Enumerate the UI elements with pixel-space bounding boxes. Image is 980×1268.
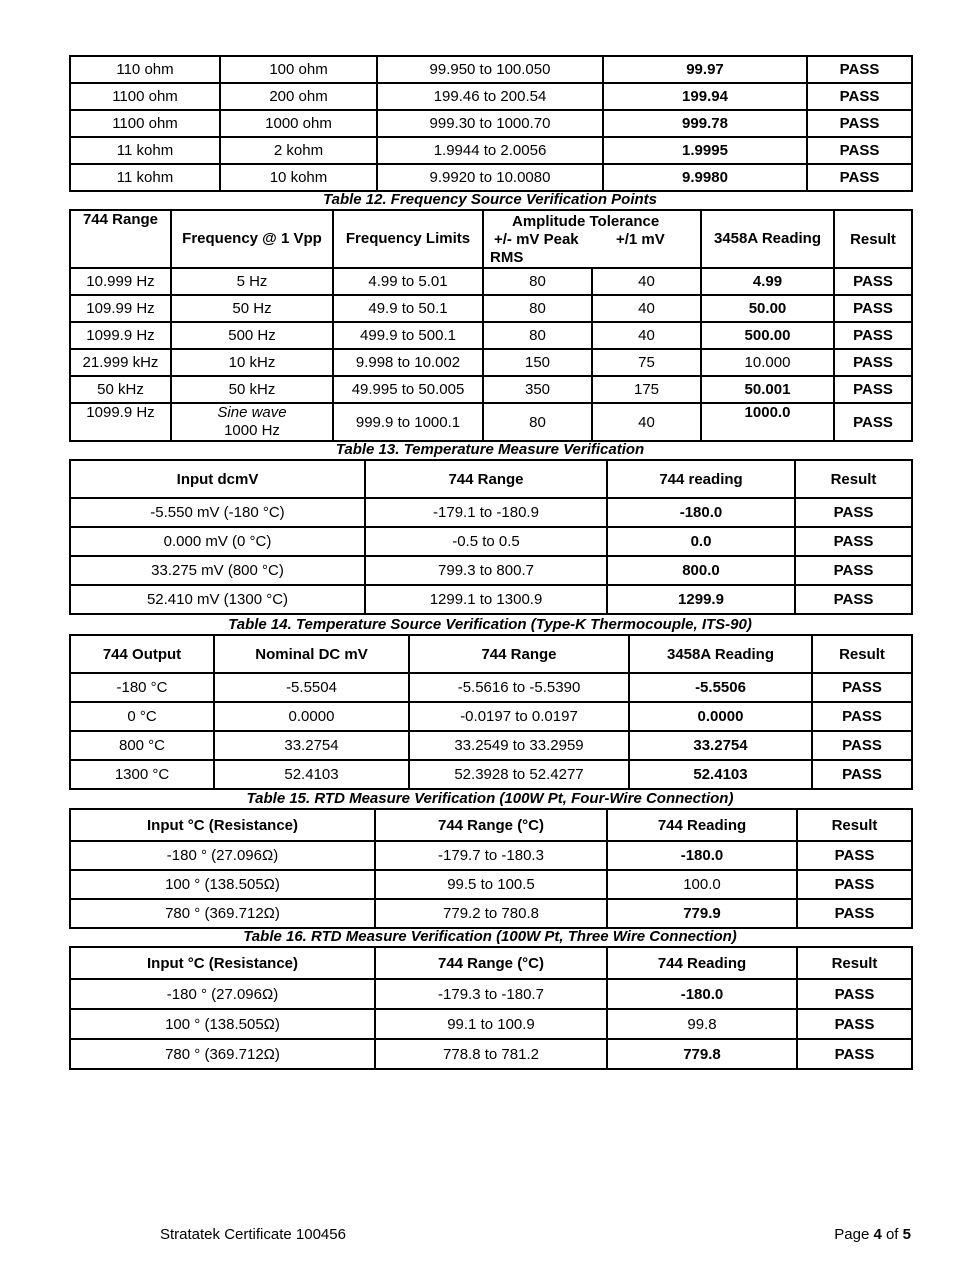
table-cell: 10 kohm bbox=[220, 164, 377, 191]
table-cell: 0 °C bbox=[70, 702, 214, 731]
table-cell: 52.4103 bbox=[629, 760, 812, 789]
temperature-measure-table bbox=[69, 459, 913, 615]
header-cell: Input dcmV bbox=[70, 460, 365, 498]
amp-rms: RMS bbox=[490, 249, 524, 266]
table-cell: 778.8 to 781.2 bbox=[375, 1039, 607, 1069]
table-cell: 780 ° (369.712Ω) bbox=[70, 899, 375, 928]
table13-caption: Table 13. Temperature Measure Verification bbox=[335, 441, 645, 458]
table-row bbox=[70, 268, 912, 295]
footer-certificate: Stratatek Certificate 100456 bbox=[160, 1226, 346, 1243]
table-cell: 50 kHz bbox=[70, 376, 171, 403]
table-cell: -180.0 bbox=[607, 841, 797, 870]
header-744-range: 744 Range bbox=[70, 210, 171, 268]
header-cell: 744 reading bbox=[607, 460, 795, 498]
table-cell: 9.998 to 10.002 bbox=[333, 349, 483, 376]
table-cell: PASS bbox=[807, 110, 912, 137]
table-row bbox=[70, 498, 912, 527]
table-cell: 1100 ohm bbox=[70, 83, 220, 110]
table-cell: 0.0000 bbox=[214, 702, 409, 731]
frequency-source-table bbox=[69, 209, 913, 442]
table-row bbox=[70, 870, 912, 899]
table-cell: 99.950 to 100.050 bbox=[377, 56, 603, 83]
table-row bbox=[70, 137, 912, 164]
table-cell: 100.0 bbox=[607, 870, 797, 899]
table-cell: PASS bbox=[834, 295, 912, 322]
table-cell: PASS bbox=[797, 1039, 912, 1069]
table-cell: 10.999 Hz bbox=[70, 268, 171, 295]
table-cell: 999.30 to 1000.70 bbox=[377, 110, 603, 137]
table-cell: -180.0 bbox=[607, 498, 795, 527]
table-cell: 50 Hz bbox=[171, 295, 333, 322]
amp-mv: +/1 mV bbox=[616, 231, 665, 248]
table-cell: 780 ° (369.712Ω) bbox=[70, 1039, 375, 1069]
table-cell: 800 °C bbox=[70, 731, 214, 760]
table-cell: PASS bbox=[812, 673, 912, 702]
page-total: 5 bbox=[902, 1226, 911, 1243]
header-cell: 744 Range (°C) bbox=[375, 947, 607, 979]
table-cell: -5.5506 bbox=[629, 673, 812, 702]
table-cell: PASS bbox=[812, 731, 912, 760]
table-row bbox=[70, 1039, 912, 1069]
table-cell: 100 ° (138.505Ω) bbox=[70, 870, 375, 899]
table-cell: 999.78 bbox=[603, 110, 807, 137]
table-row bbox=[70, 702, 912, 731]
amp-peak: +/- mV Peak bbox=[494, 231, 579, 248]
table-cell: 1000 ohm bbox=[220, 110, 377, 137]
table-cell: -180 ° (27.096Ω) bbox=[70, 979, 375, 1009]
table-cell: PASS bbox=[795, 527, 912, 556]
table-cell: 1099.9 Hz bbox=[70, 403, 171, 441]
table-cell: PASS bbox=[797, 979, 912, 1009]
table-cell: 2 kohm bbox=[220, 137, 377, 164]
table-header-row bbox=[70, 460, 912, 498]
table-cell: -5.5616 to -5.5390 bbox=[409, 673, 629, 702]
table-cell: 109.99 Hz bbox=[70, 295, 171, 322]
table-row bbox=[70, 56, 912, 83]
header-cell: Result bbox=[797, 947, 912, 979]
table-row bbox=[70, 585, 912, 614]
table-cell: 199.46 to 200.54 bbox=[377, 83, 603, 110]
table-cell: PASS bbox=[807, 56, 912, 83]
table-cell: PASS bbox=[795, 498, 912, 527]
table-cell: 1100 ohm bbox=[70, 110, 220, 137]
resistance-table bbox=[69, 55, 913, 192]
table-header-row bbox=[70, 809, 912, 841]
table-cell: 80 bbox=[483, 295, 592, 322]
table-row bbox=[70, 899, 912, 928]
table-cell: -179.1 to -180.9 bbox=[365, 498, 607, 527]
header-cell: Input °C (Resistance) bbox=[70, 809, 375, 841]
table-cell: PASS bbox=[797, 870, 912, 899]
table15-caption: Table 15. RTD Measure Verification (100W Pt, Four-Wire Connection) bbox=[246, 790, 734, 807]
table-cell: PASS bbox=[834, 322, 912, 349]
table-row bbox=[70, 403, 912, 441]
table-cell: 1.9995 bbox=[603, 137, 807, 164]
header-frequency-limits: Frequency Limits bbox=[333, 210, 483, 268]
table-cell: 50.00 bbox=[701, 295, 834, 322]
table-cell: 1000.0 bbox=[701, 403, 834, 441]
table-cell: -5.550 mV (-180 °C) bbox=[70, 498, 365, 527]
header-amplitude-tolerance bbox=[483, 210, 701, 268]
table-cell: PASS bbox=[797, 841, 912, 870]
table-cell: 100 ohm bbox=[220, 56, 377, 83]
table-cell: 52.4103 bbox=[214, 760, 409, 789]
table-cell: 110 ohm bbox=[70, 56, 220, 83]
table-row bbox=[70, 731, 912, 760]
table-cell: 99.97 bbox=[603, 56, 807, 83]
table-header-row bbox=[70, 635, 912, 673]
page-prefix: Page bbox=[834, 1226, 874, 1243]
table-row bbox=[70, 110, 912, 137]
table-cell: 799.3 to 800.7 bbox=[365, 556, 607, 585]
table-cell: 779.8 bbox=[607, 1039, 797, 1069]
table-cell: 1.9944 to 2.0056 bbox=[377, 137, 603, 164]
header-cell: 744 Reading bbox=[607, 947, 797, 979]
header-cell: 3458A Reading bbox=[629, 635, 812, 673]
table-cell: PASS bbox=[807, 83, 912, 110]
table-cell: 200 ohm bbox=[220, 83, 377, 110]
table-row bbox=[70, 979, 912, 1009]
header-cell: 744 Reading bbox=[607, 809, 797, 841]
table-cell: 1299.1 to 1300.9 bbox=[365, 585, 607, 614]
rtd-four-wire-table bbox=[69, 808, 913, 929]
table-cell: 0.0000 bbox=[629, 702, 812, 731]
table-cell: 9.9920 to 10.0080 bbox=[377, 164, 603, 191]
table-cell: -180 °C bbox=[70, 673, 214, 702]
footer-page-number bbox=[834, 1226, 911, 1243]
table-cell: 40 bbox=[592, 268, 701, 295]
table-cell: 9.9980 bbox=[603, 164, 807, 191]
table-cell: -5.5504 bbox=[214, 673, 409, 702]
table-cell: 5 Hz bbox=[171, 268, 333, 295]
table-cell: 33.2754 bbox=[629, 731, 812, 760]
table-cell: 779.9 bbox=[607, 899, 797, 928]
table-cell: 199.94 bbox=[603, 83, 807, 110]
table-cell: 40 bbox=[592, 322, 701, 349]
table-row bbox=[70, 295, 912, 322]
table-cell: 52.410 mV (1300 °C) bbox=[70, 585, 365, 614]
header-cell: 744 Range bbox=[365, 460, 607, 498]
table-row bbox=[70, 556, 912, 585]
table-cell: 499.9 to 500.1 bbox=[333, 322, 483, 349]
table-header-row bbox=[70, 210, 912, 268]
table-cell: PASS bbox=[797, 899, 912, 928]
table-row bbox=[70, 760, 912, 789]
amp-title: Amplitude Tolerance bbox=[512, 213, 660, 230]
table-row bbox=[70, 322, 912, 349]
table-cell: 80 bbox=[483, 322, 592, 349]
table-cell: PASS bbox=[812, 760, 912, 789]
table-cell: 99.1 to 100.9 bbox=[375, 1009, 607, 1039]
table-cell: 10.000 bbox=[701, 349, 834, 376]
table-cell: 50.001 bbox=[701, 376, 834, 403]
table-cell: 40 bbox=[592, 403, 701, 441]
table-cell: 4.99 to 5.01 bbox=[333, 268, 483, 295]
table12-caption: Table 12. Frequency Source Verification Points bbox=[323, 191, 657, 208]
table-cell: 80 bbox=[483, 268, 592, 295]
table-cell: 40 bbox=[592, 295, 701, 322]
table-cell: 4.99 bbox=[701, 268, 834, 295]
table-cell: 75 bbox=[592, 349, 701, 376]
header-result: Result bbox=[834, 210, 912, 268]
table-cell: 33.2754 bbox=[214, 731, 409, 760]
table-cell: 999.9 to 1000.1 bbox=[333, 403, 483, 441]
table-cell: 500.00 bbox=[701, 322, 834, 349]
table-cell: -0.0197 to 0.0197 bbox=[409, 702, 629, 731]
table-row bbox=[70, 673, 912, 702]
table-cell: 21.999 kHz bbox=[70, 349, 171, 376]
table-cell: 11 kohm bbox=[70, 164, 220, 191]
table16-caption: Table 16. RTD Measure Verification (100W Pt, Three Wire Connection) bbox=[243, 928, 737, 945]
table-cell: -0.5 to 0.5 bbox=[365, 527, 607, 556]
table-cell: -180.0 bbox=[607, 979, 797, 1009]
table-cell: 49.995 to 50.005 bbox=[333, 376, 483, 403]
sine-wave-freq: 1000 Hz bbox=[224, 422, 280, 439]
table-cell: 1099.9 Hz bbox=[70, 322, 171, 349]
table-row bbox=[70, 83, 912, 110]
table-cell: 100 ° (138.505Ω) bbox=[70, 1009, 375, 1039]
table-row bbox=[70, 841, 912, 870]
table-cell: 99.8 bbox=[607, 1009, 797, 1039]
table-cell: 0.000 mV (0 °C) bbox=[70, 527, 365, 556]
table-cell bbox=[171, 403, 333, 441]
table-cell: 33.275 mV (800 °C) bbox=[70, 556, 365, 585]
table-row bbox=[70, 527, 912, 556]
table-cell: PASS bbox=[834, 349, 912, 376]
table-header-row bbox=[70, 947, 912, 979]
table-cell: 1300 °C bbox=[70, 760, 214, 789]
header-cell: 744 Output bbox=[70, 635, 214, 673]
table-cell: PASS bbox=[834, 268, 912, 295]
table-cell: 1299.9 bbox=[607, 585, 795, 614]
table-cell: 49.9 to 50.1 bbox=[333, 295, 483, 322]
table-cell: 33.2549 to 33.2959 bbox=[409, 731, 629, 760]
table-cell: 0.0 bbox=[607, 527, 795, 556]
header-cell: Result bbox=[795, 460, 912, 498]
table-cell: 175 bbox=[592, 376, 701, 403]
sine-wave-label: Sine wave bbox=[217, 404, 287, 421]
page-num: 4 bbox=[873, 1226, 882, 1243]
table-cell: PASS bbox=[812, 702, 912, 731]
table-cell: 50 kHz bbox=[171, 376, 333, 403]
table-cell: PASS bbox=[807, 164, 912, 191]
header-cell: Nominal DC mV bbox=[214, 635, 409, 673]
table-cell: 52.3928 to 52.4277 bbox=[409, 760, 629, 789]
header-3458a-reading: 3458A Reading bbox=[701, 210, 834, 268]
table-cell: 779.2 to 780.8 bbox=[375, 899, 607, 928]
table-cell: PASS bbox=[795, 556, 912, 585]
table-cell: PASS bbox=[797, 1009, 912, 1039]
table14-caption: Table 14. Temperature Source Verification (Type-K Thermocouple, ITS-90) bbox=[228, 616, 752, 633]
table-row bbox=[70, 376, 912, 403]
header-cell: Input °C (Resistance) bbox=[70, 947, 375, 979]
table-row bbox=[70, 164, 912, 191]
table-cell: -179.7 to -180.3 bbox=[375, 841, 607, 870]
header-cell: 744 Range (°C) bbox=[375, 809, 607, 841]
table-row bbox=[70, 349, 912, 376]
table-cell: 500 Hz bbox=[171, 322, 333, 349]
table-cell: 150 bbox=[483, 349, 592, 376]
header-frequency: Frequency @ 1 Vpp bbox=[171, 210, 333, 268]
temperature-source-table bbox=[69, 634, 913, 790]
table-cell: 80 bbox=[483, 403, 592, 441]
table-cell: 10 kHz bbox=[171, 349, 333, 376]
header-cell: 744 Range bbox=[409, 635, 629, 673]
table-cell: -180 ° (27.096Ω) bbox=[70, 841, 375, 870]
table-cell: PASS bbox=[807, 137, 912, 164]
table-cell: 350 bbox=[483, 376, 592, 403]
table-cell: PASS bbox=[834, 376, 912, 403]
header-cell: Result bbox=[812, 635, 912, 673]
rtd-three-wire-table bbox=[69, 946, 913, 1070]
header-cell: Result bbox=[797, 809, 912, 841]
table-cell: PASS bbox=[795, 585, 912, 614]
table-row bbox=[70, 1009, 912, 1039]
page-mid: of bbox=[881, 1226, 903, 1243]
table-cell: -179.3 to -180.7 bbox=[375, 979, 607, 1009]
table-cell: PASS bbox=[834, 403, 912, 441]
table-cell: 99.5 to 100.5 bbox=[375, 870, 607, 899]
table-cell: 11 kohm bbox=[70, 137, 220, 164]
table-cell: 800.0 bbox=[607, 556, 795, 585]
